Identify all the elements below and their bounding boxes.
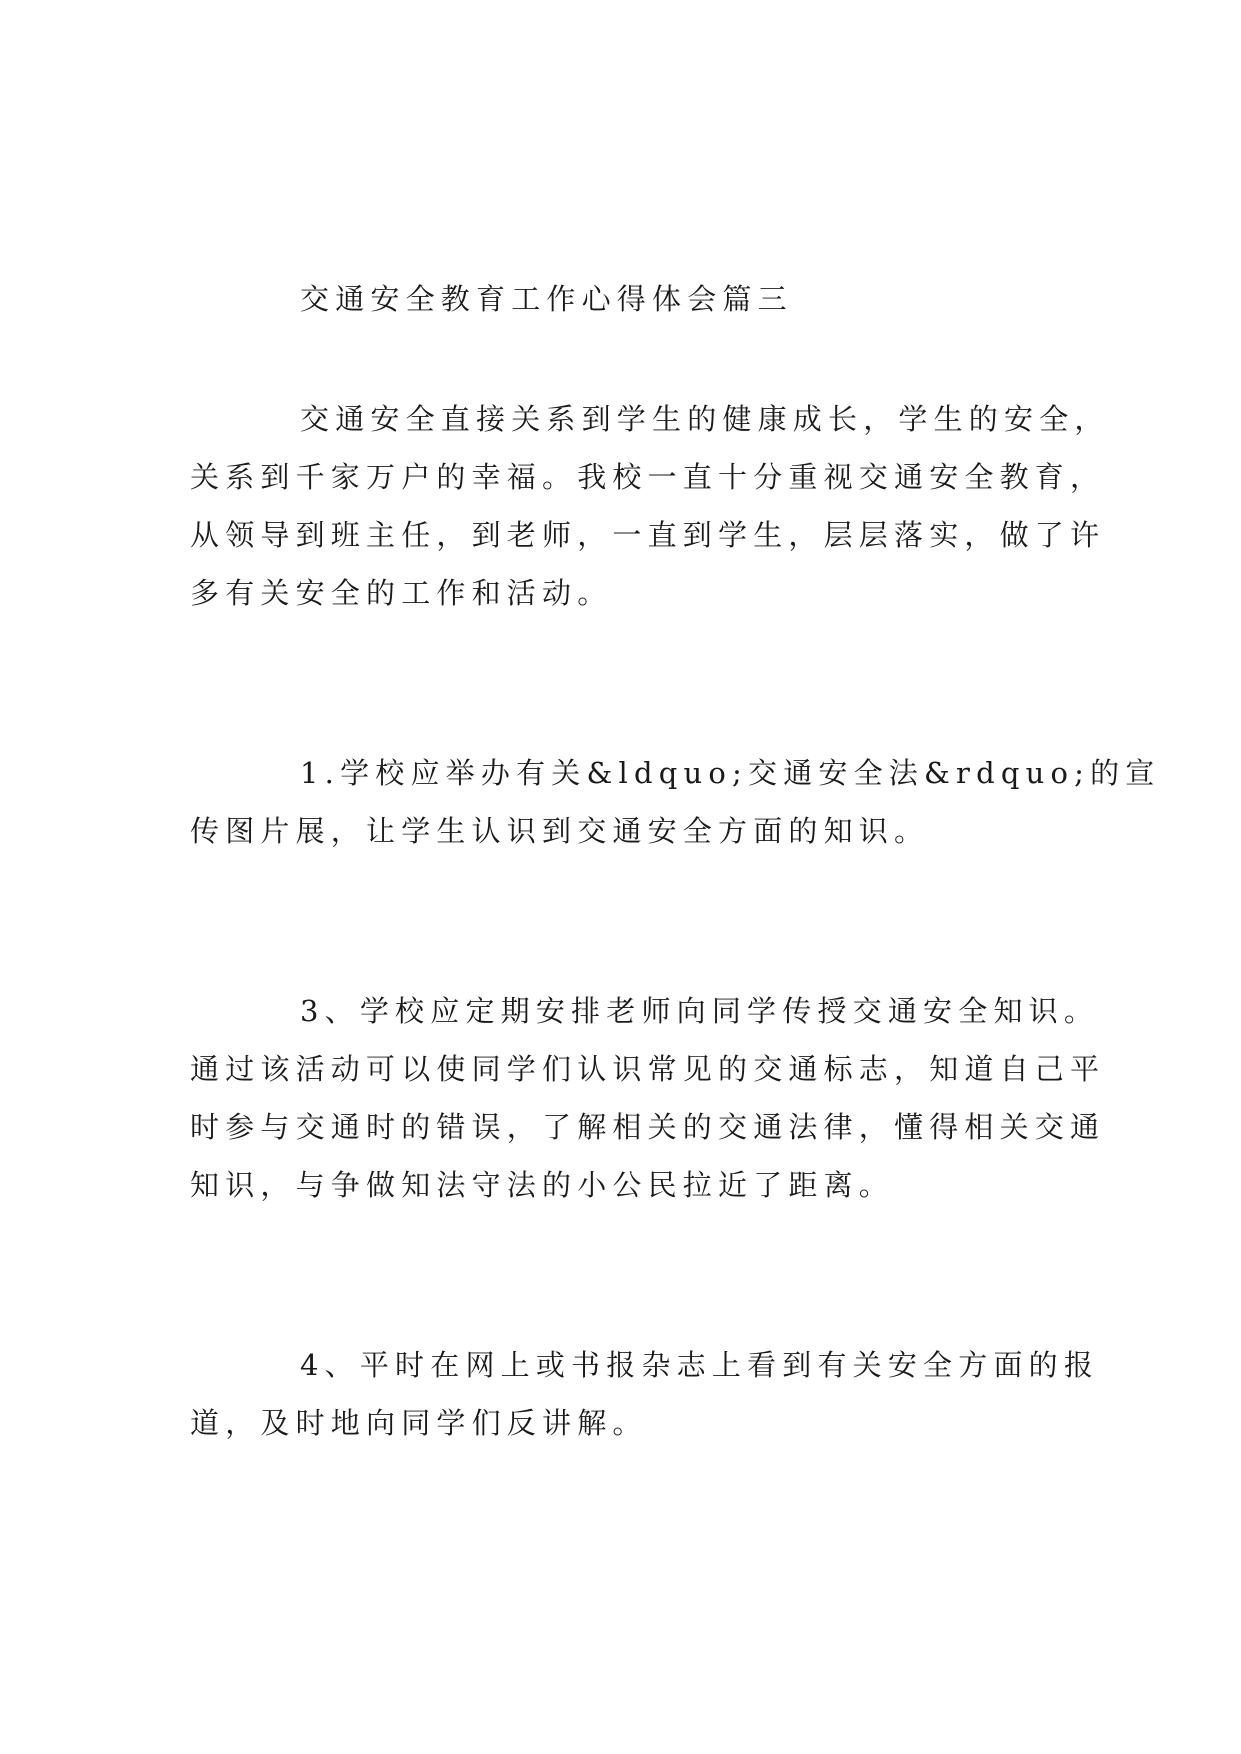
paragraph-4-line-1: 4、平时在网上或书报杂志上看到有关安全方面的报 [300,1348,1100,1382]
paragraph-4-line-2: 道，及时地向同学们反讲解。 [190,1406,648,1440]
paragraph-3-line-4: 知识，与争做知法守法的小公民拉近了距离。 [190,1168,895,1202]
paragraph-1-line-3: 从领导到班主任，到老师，一直到学生，层层落实，做了许 [190,518,1106,552]
paragraph-2-line-2: 传图片展，让学生认识到交通安全方面的知识。 [190,814,930,848]
paragraph-2-line-1: 1.学校应举办有关&ldquo;交通安全法&rdquo;的宣 [300,756,1161,790]
document-title: 交通安全教育工作心得体会篇三 [300,282,793,316]
paragraph-1-line-1: 交通安全直接关系到学生的健康成长，学生的安全， [300,402,1110,436]
paragraph-1-line-4: 多有关安全的工作和活动。 [190,576,613,610]
paragraph-3-line-2: 通过该活动可以使同学们认识常见的交通标志，知道自己平 [190,1052,1106,1086]
paragraph-1-line-2: 关系到千家万户的幸福。我校一直十分重视交通安全教育， [190,460,1106,494]
paragraph-3-line-3: 时参与交通时的错误，了解相关的交通法律，懂得相关交通 [190,1110,1106,1144]
paragraph-3-line-1: 3、学校应定期安排老师向同学传授交通安全知识。 [300,994,1100,1028]
